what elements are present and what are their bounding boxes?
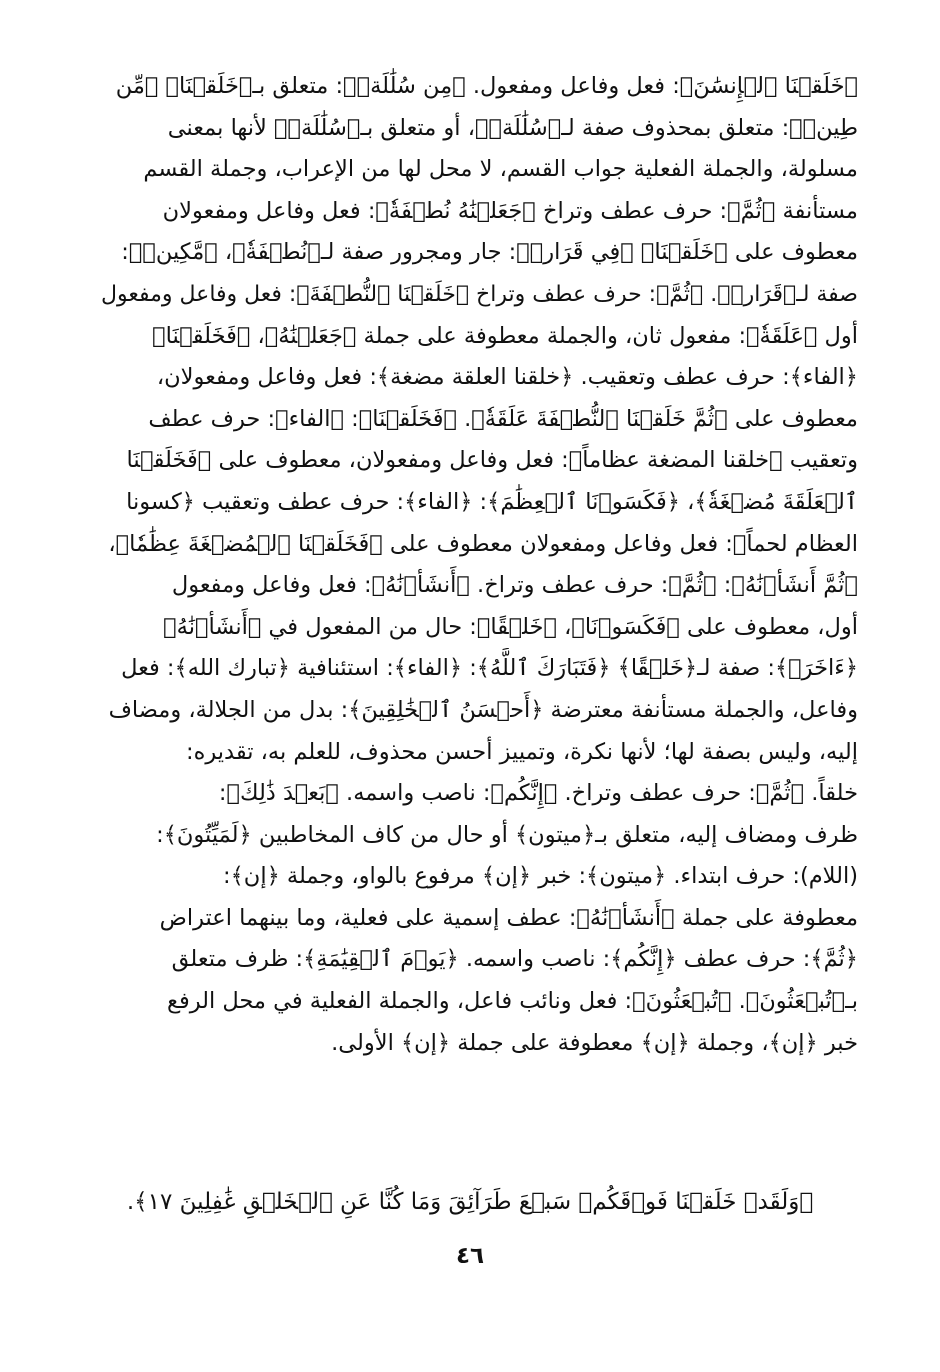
text-line: إليه، وليس بصفة لها؛ لأنها نكرة، وتمييز أحسن محذوف، للعلم به، تقديره: (185, 738, 858, 765)
text-line: ظرف ومضاف إليه، متعلق بـ﴿ميتون﴾ أو حال من كاف المخاطبين ﴿لَمَيِّتُونَ﴾: (156, 821, 858, 848)
text-line: أول، معطوف على ﴿فَكَسَوۡنَا﴾، ﴿خَلۡقًا﴾: حال من المفعول في ﴿أَنشَأۡنَٰهُ﴾ (163, 613, 858, 640)
text-line: ٱلۡعَلَقَةَ مُضۡغَةٗ﴾، ﴿فَكَسَوۡنَا ٱلۡعِظَٰمَ﴾: ﴿الفاء﴾: حرف عطف وتعقيب ﴿كسونا (126, 488, 858, 515)
text-line: بـ﴿تُبۡعَثُونَ﴾. ﴿تُبۡعَثُونَ﴾: فعل ونائب فاعل، والجملة الفعلية في محل الرفع (166, 988, 858, 1015)
quran-verse: ﴿وَلَقَدۡ خَلَقۡنَا فَوۡقَكُمۡ سَبۡعَ طَرَآئِقَ وَمَا كُنَّا عَنِ ٱلۡخَلۡقِ غَٰفِلِينَ ١٧﴾. (126, 1189, 814, 1215)
page-number: ٤٦ (455, 1243, 485, 1269)
text-line: معطوف على ﴿ثُمَّ خَلَقۡنَا ٱلنُّطۡفَةَ عَلَقَةٗ﴾. ﴿فَخَلَقۡنَا﴾: ﴿الفاء﴾: حرف عطف (148, 405, 858, 432)
text-line: صفة لـ﴿قَرَارٖ﴾. ﴿ثُمَّ﴾: حرف عطف وتراخ ﴿خَلَقۡنَا ٱلنُّطۡفَةَ﴾: فعل وفاعل ومفعول (101, 281, 858, 307)
text-line: خلقاً. ﴿ثُمَّ﴾: حرف عطف وتراخ. ﴿إِنَّكُم﴾: ناصب واسمه. ﴿بَعۡدَ ذَٰلِكَ﴾: (218, 780, 858, 807)
text-line: معطوف على ﴿خَلَقۡنَا﴾ ﴿فِي قَرَارٖ﴾: جار ومجرور صفة لـ﴿نُطۡفَةٗ﴾، ﴿مَّكِينٖ﴾: (121, 239, 858, 266)
text-line: أول ﴿عَلَقَةٗ﴾: مفعول ثان، والجملة معطوفة على جملة ﴿جَعَلۡنَٰهُ﴾، ﴿فَخَلَقۡنَا﴾ (152, 322, 858, 349)
text-line: العظام لحماً﴾: فعل وفاعل ومفعولان معطوف على ﴿فَخَلَقۡنَا ٱلۡمُضۡغَةَ عِظَٰمٗا﴾، (108, 530, 858, 557)
text-line: (اللام): حرف ابتداء. ﴿ميتون﴾: خبر ﴿إن﴾ مرفوع بالواو، وجملة ﴿إن﴾: (223, 863, 858, 890)
text-line: وفاعل، والجملة مستأنفة معترضة ﴿أَحۡسَنُ ٱلۡخَٰلِقِينَ﴾: بدل من الجلالة، ومضاف (108, 696, 858, 723)
commentary-text-block (86, 66, 858, 1064)
text-line: ﴿ثُمَّ أَنشَأۡنَٰهُ﴾: ﴿ثُمَّ﴾: حرف عطف وتراخ. ﴿أَنشَأۡنَٰهُ﴾: فعل وفاعل ومفعول (171, 572, 858, 599)
text-line: ﴿الفاء﴾: حرف عطف وتعقيب. ﴿خلقنا العلقة مضغة﴾: فعل وفاعل ومفعولان، (156, 364, 858, 391)
text-line: ﴿خَلَقۡنَا ٱلۡإِنسَٰنَ﴾: فعل وفاعل ومفعول. ﴿مِن سُلَٰلَةٖ﴾: متعلق بـ﴿خَلَقۡنَا﴾ ﴿مِّن (115, 73, 858, 99)
text-line: مسلولة، والجملة الفعلية جواب القسم، لا محل لها من الإعراب، وجملة القسم (143, 156, 858, 183)
text-line: معطوفة على جملة ﴿أَنشَأۡنَٰهُ﴾: عطف إسمية على فعلية، وما بينهما اعتراض (159, 904, 858, 931)
text-line: خبر ﴿إن﴾، وجملة ﴿إن﴾ معطوفة على جملة ﴿إن﴾ الأولى. (331, 1029, 858, 1056)
text-line: مستأنفة ﴿ثُمَّ﴾: حرف عطف وتراخ ﴿جَعَلۡنَٰهُ نُطۡفَةٗ﴾: فعل وفاعل ومفعولان (162, 197, 858, 224)
text-line: ﴿ءَاخَرَۚ﴾: صفة لـ﴿خَلۡقًا﴾ ﴿فَتَبَارَكَ ٱللَّهُ﴾: ﴿الفاء﴾: استئنافية ﴿تبارك الله﴾: فعل (121, 655, 858, 682)
text-line: طِينٖ﴾: متعلق بمحذوف صفة لـ﴿سُلَٰلَةٖ﴾، أو متعلق بـ﴿سُلَٰلَةٖ﴾ لأنها بمعنى (167, 114, 858, 141)
text-line: وتعقيب ﴿خلقنا المضغة عظاماً﴾: فعل وفاعل ومفعولان، معطوف على ﴿فَخَلَقۡنَا (126, 447, 858, 474)
text-line: ﴿ثُمَّ﴾: حرف عطف ﴿إِنَّكُم﴾: ناصب واسمه. ﴿يَوۡمَ ٱلۡقِيَٰمَةِ﴾: ظرف متعلق (171, 946, 858, 973)
